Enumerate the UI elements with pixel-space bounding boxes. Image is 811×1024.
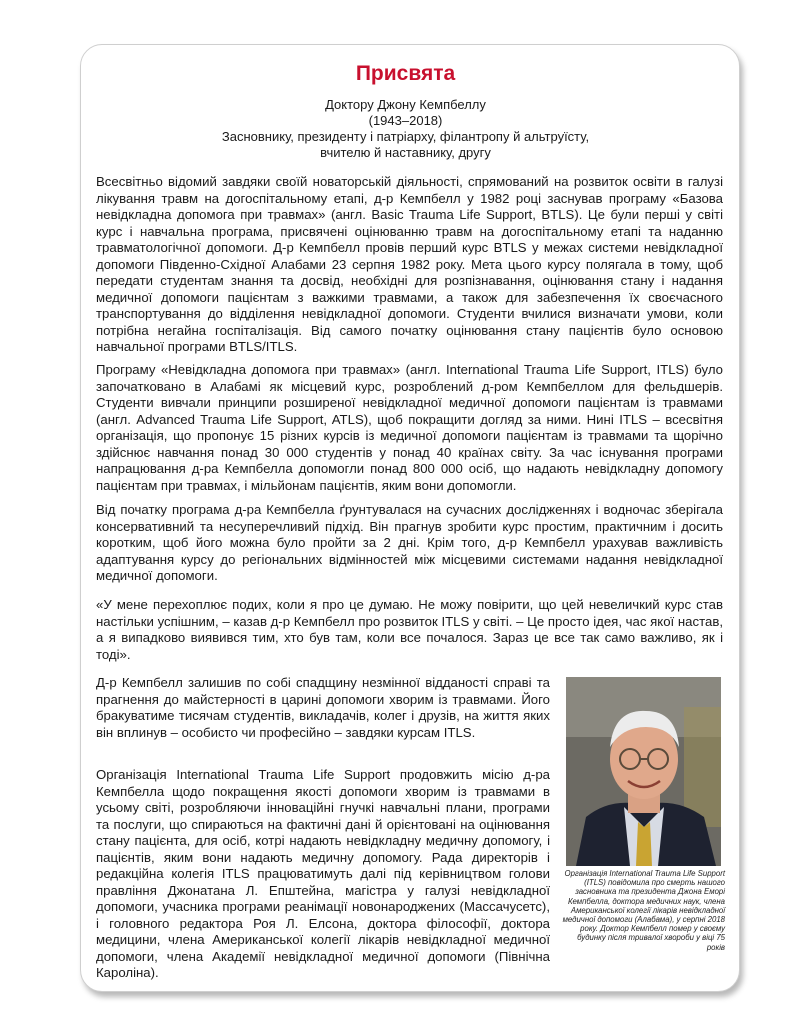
portrait-illustration — [566, 677, 721, 866]
dedication-block — [100, 97, 711, 161]
paragraph-btls-history: Всесвітньо відомий завдяки своїй новаторській діяльності, спрямований на розвиток освіти в галузі лікування травм на догоспітальному етапі, д-р Кемпбелл у 1982 році заснував програму «Базова невідкладна допомога при травмах» (англ. Basic Trauma Life Support, BTLS). Це були перші у світі курс і навчальна програма, присвячені оцінюванню травм на догоспітальному етапі та наданню травматологічної допомоги. Д-р Кемпбелл провів перший курс BTLS у межах системи невідкладної допомоги Південно-Східної Алабами 23 серпня 1982 року. Мета цього курсу полягала в тому, щоб передати студентам знання та досвід, необхідні для розпізнавання, оцінювання стану і надання медичної допомоги пацієнтам з важкими травмами, а також для забезпечення їх своєчасного транспортування до відділення невідкладної допомоги. Студенти вчилися визначати умови, коли потрібна негайна госпіталізація. Від самого початку оцінювання стану пацієнтів було основою навчальної програми BTLS/ITLS. — [96, 174, 723, 354]
paragraph-approach: Від початку програма д-ра Кемпбелла ґрунтувалася на сучасних дослідженнях і водночас зберігала консервативний та несуперечливий підхід. Він прагнув зробити курс простим, практичним і досить коротким, щоб його можна було пройти за 2 дні. Крім того, д-р Кемпбелл урахував важливість адаптування курсу до регіональних відмінностей між місцевими системами надання невідкладної медичної допомоги. — [96, 502, 723, 583]
dedication-roles: Засновнику, президенту і патріарху, філантропу й альтруїсту, — [221, 129, 590, 144]
dedication-years: (1943–2018) — [368, 113, 443, 128]
portrait-photo — [566, 677, 721, 866]
paragraph-itls-program: Програму «Невідкладна допомога при травмах» (англ. International Trauma Life Support, ITLS) було започатковано в Алабамі як місцевий курс, розроблений д-ром Кемпбеллом для фельдшерів. Студенти вивчали принципи розширеної невідкладної медичної допомоги пацієнтам із травмами (англ. Advanced Trauma Life Support, ATLS), щоб покращити догляд за ними. Нині ITLS – всесвітня організація, що пропонує 15 різних курсів із медичної допомоги пацієнтам із травмами та щорічно здійснює навчання понад 30 000 студентів у понад 40 країнах світу. За час існування програми напрацювання д-ра Кемпбелла допомогли понад 800 000 осіб, що надають невідкладну допомогу пацієнтам при травмах, і мільйонам пацієнтів, яким вони допомогли. — [96, 362, 723, 493]
page-title: Присвята — [355, 62, 456, 85]
paragraph-quote: «У мене перехоплює подих, коли я про це думаю. Не можу повірити, що цей невеличкий курс став настільки успішним, – казав д-р Кемпбелл про розвиток ITLS у світі. – Це просто ідея, час якої настав, а я випадково виявився тим, хто був там, коли все почалося. Зараз це все так само важливо, як і тоді». — [96, 597, 723, 662]
paragraph-legacy: Д-р Кемпбелл залишив по собі спадщину незмінної відданості справі та прагнення до майстерності в царині допомоги хворим із травмами. Його бракуватиме тисячам студентів, викладачів, колег і друзів, на життя яких він вплинув – особисто чи професійно – завдяки курсам ITLS. — [96, 675, 550, 740]
photo-caption: Організація International Trauma Life Support (ITLS) повідомила про смерть нашого засновника та президента Джона Еморі Кемпбелла, доктора медичних наук, члена Американської колегії лікарів невідкладної медичної допомоги (Алабама), у серпні 2018 року. Доктор Кемпбелл помер у своєму будинку після тривалої хвороби у віці 75 років — [562, 869, 725, 952]
paragraph-mission: Організація International Trauma Life Support продовжить місію д-ра Кемпбелла щодо покращення якості допомоги хворим із травмами в усьому світі, розробляючи інноваційні гнучкі навчальні плани, програми та послуги, що спираються на фактичні дані й орієнтовані на оцінювання стану пацієнта, для осіб, котрі надають невідкладну медичну допомогу, і пацієнтів, яким вони надають медичну допомогу. Рада директорів і редакційна колегія ITLS працюватимуть далі під керівництвом голови правління Джонатана Л. Епштейна, магістра у галузі невідкладної допомоги, учасника програми реанімації новонароджених (Массачусетс), і головного редактора Роя Л. Елсона, доктора філософії, доктора медицини, члена Американської колегії лікарів невідкладної медичної допомоги, члена Академії невідкладної медичної допомоги (Північна Кароліна). — [96, 767, 550, 980]
dedication-recipient: Доктору Джону Кемпбеллу — [325, 97, 486, 112]
dedication-roles-continued: вчителю й наставнику, другу — [320, 145, 491, 160]
